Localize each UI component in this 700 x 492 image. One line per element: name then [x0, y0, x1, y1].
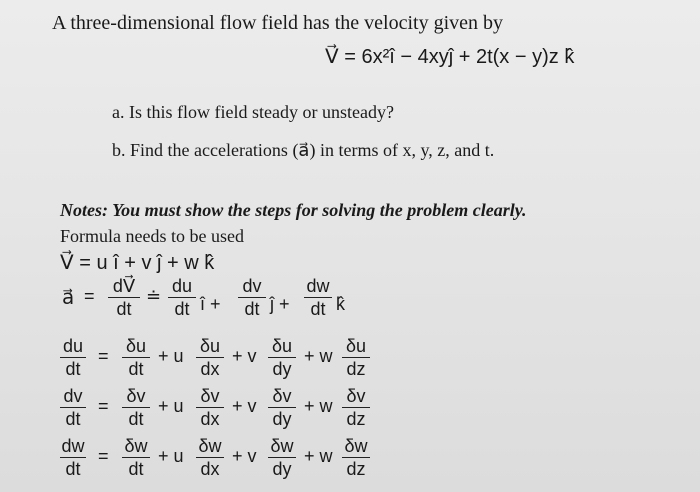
question-a: a. Is this flow field steady or unsteady?: [112, 102, 394, 122]
fraction-partial-z: [342, 386, 370, 429]
numerator: δv: [200, 386, 220, 406]
numerator: δu: [125, 336, 147, 356]
fraction-partial-y: [268, 436, 296, 479]
fraction-bar: [168, 297, 196, 298]
plus-v: + v: [232, 446, 257, 466]
denominator: dy: [272, 409, 292, 430]
fraction-lhs: [60, 436, 86, 479]
denominator: dx: [200, 409, 220, 430]
question-b: b. Find the accelerations (a⃗) in terms of x, y, z, and t.: [112, 140, 495, 160]
fraction-partial-z: [342, 436, 370, 479]
i-unit-term: î +: [200, 294, 221, 314]
fraction-partial-t: [122, 436, 150, 479]
denominator: dt: [128, 409, 144, 430]
plus-u: + u: [158, 446, 184, 466]
plus-u: + u: [158, 396, 184, 416]
fraction-partial-t: [122, 386, 150, 429]
fraction-bar: [108, 297, 140, 298]
fraction-dv-dt: [238, 276, 266, 319]
fraction-bar: [60, 357, 86, 358]
numerator: δv: [272, 386, 292, 406]
fraction-bar: [238, 297, 266, 298]
fraction-dV-dt: [108, 276, 140, 319]
numerator: dw: [306, 276, 330, 296]
fraction-bar: [268, 407, 296, 408]
fraction-partial-x: [196, 386, 224, 429]
plus-w: + w: [304, 346, 333, 366]
denominator: dy: [272, 459, 292, 480]
fraction-bar: [196, 357, 224, 358]
fraction-partial-t: [122, 336, 150, 379]
denominator: dt: [116, 299, 132, 320]
formula-label: Formula needs to be used: [60, 226, 244, 246]
equals-sign: =: [98, 346, 109, 366]
fraction-partial-y: [268, 386, 296, 429]
equals-sign: =: [98, 396, 109, 416]
velocity-equation: V⃗ = 6x²î − 4xyĵ + 2t(x − y)z k̂: [325, 46, 575, 68]
numerator: δv: [346, 386, 366, 406]
numerator: dv: [63, 386, 83, 406]
denominator: dt: [65, 359, 81, 380]
denominator: dt: [65, 459, 81, 480]
plus-v: + v: [232, 396, 257, 416]
denominator: dt: [65, 409, 81, 430]
plus-w: + w: [304, 446, 333, 466]
fraction-bar: [196, 457, 224, 458]
numerator: δw: [344, 436, 368, 456]
velocity-definition: V⃗ = u î + v ĵ + w k̂: [60, 252, 215, 274]
plus-v: + v: [232, 346, 257, 366]
approx-sign: ≐: [146, 286, 162, 306]
fraction-bar: [342, 457, 370, 458]
fraction-bar: [268, 357, 296, 358]
fraction-bar: [60, 457, 86, 458]
fraction-bar: [342, 407, 370, 408]
numerator: δw: [270, 436, 294, 456]
denominator: dx: [200, 359, 220, 380]
numerator: du: [171, 276, 193, 296]
numerator: dV⃗: [112, 276, 136, 296]
fraction-bar: [122, 457, 150, 458]
fraction-bar: [196, 407, 224, 408]
plus-u: + u: [158, 346, 184, 366]
denominator: dt: [174, 299, 190, 320]
fraction-dw-dt: [304, 276, 332, 319]
numerator: δu: [199, 336, 221, 356]
equals-sign: =: [98, 446, 109, 466]
numerator: dv: [242, 276, 262, 296]
fraction-partial-x: [196, 436, 224, 479]
fraction-du-dt: [168, 276, 196, 319]
problem-intro: A three-dimensional flow field has the velocity given by: [52, 12, 503, 34]
denominator: dz: [346, 409, 366, 430]
denominator: dt: [128, 359, 144, 380]
numerator: du: [62, 336, 84, 356]
denominator: dz: [346, 459, 366, 480]
fraction-partial-x: [196, 336, 224, 379]
equals-sign: =: [84, 286, 95, 306]
k-unit-term: k̂: [336, 294, 345, 314]
fraction-bar: [122, 407, 150, 408]
numerator: δw: [198, 436, 222, 456]
denominator: dz: [346, 359, 366, 380]
numerator: δu: [271, 336, 293, 356]
fraction-bar: [304, 297, 332, 298]
fraction-bar: [60, 407, 86, 408]
numerator: δu: [345, 336, 367, 356]
denominator: dt: [244, 299, 260, 320]
fraction-lhs: [60, 386, 86, 429]
numerator: δw: [124, 436, 148, 456]
fraction-bar: [268, 457, 296, 458]
fraction-lhs: [60, 336, 86, 379]
denominator: dt: [310, 299, 326, 320]
denominator: dx: [200, 459, 220, 480]
notes-text: Notes: You must show the steps for solving the problem clearly.: [60, 200, 527, 220]
fraction-partial-y: [268, 336, 296, 379]
denominator: dy: [272, 359, 292, 380]
plus-w: + w: [304, 396, 333, 416]
fraction-partial-z: [342, 336, 370, 379]
numerator: δv: [126, 386, 146, 406]
j-unit-term: ĵ +: [270, 294, 290, 314]
acceleration-symbol: a⃗: [62, 287, 75, 309]
numerator: dw: [61, 436, 85, 456]
fraction-bar: [342, 357, 370, 358]
denominator: dt: [128, 459, 144, 480]
fraction-bar: [122, 357, 150, 358]
